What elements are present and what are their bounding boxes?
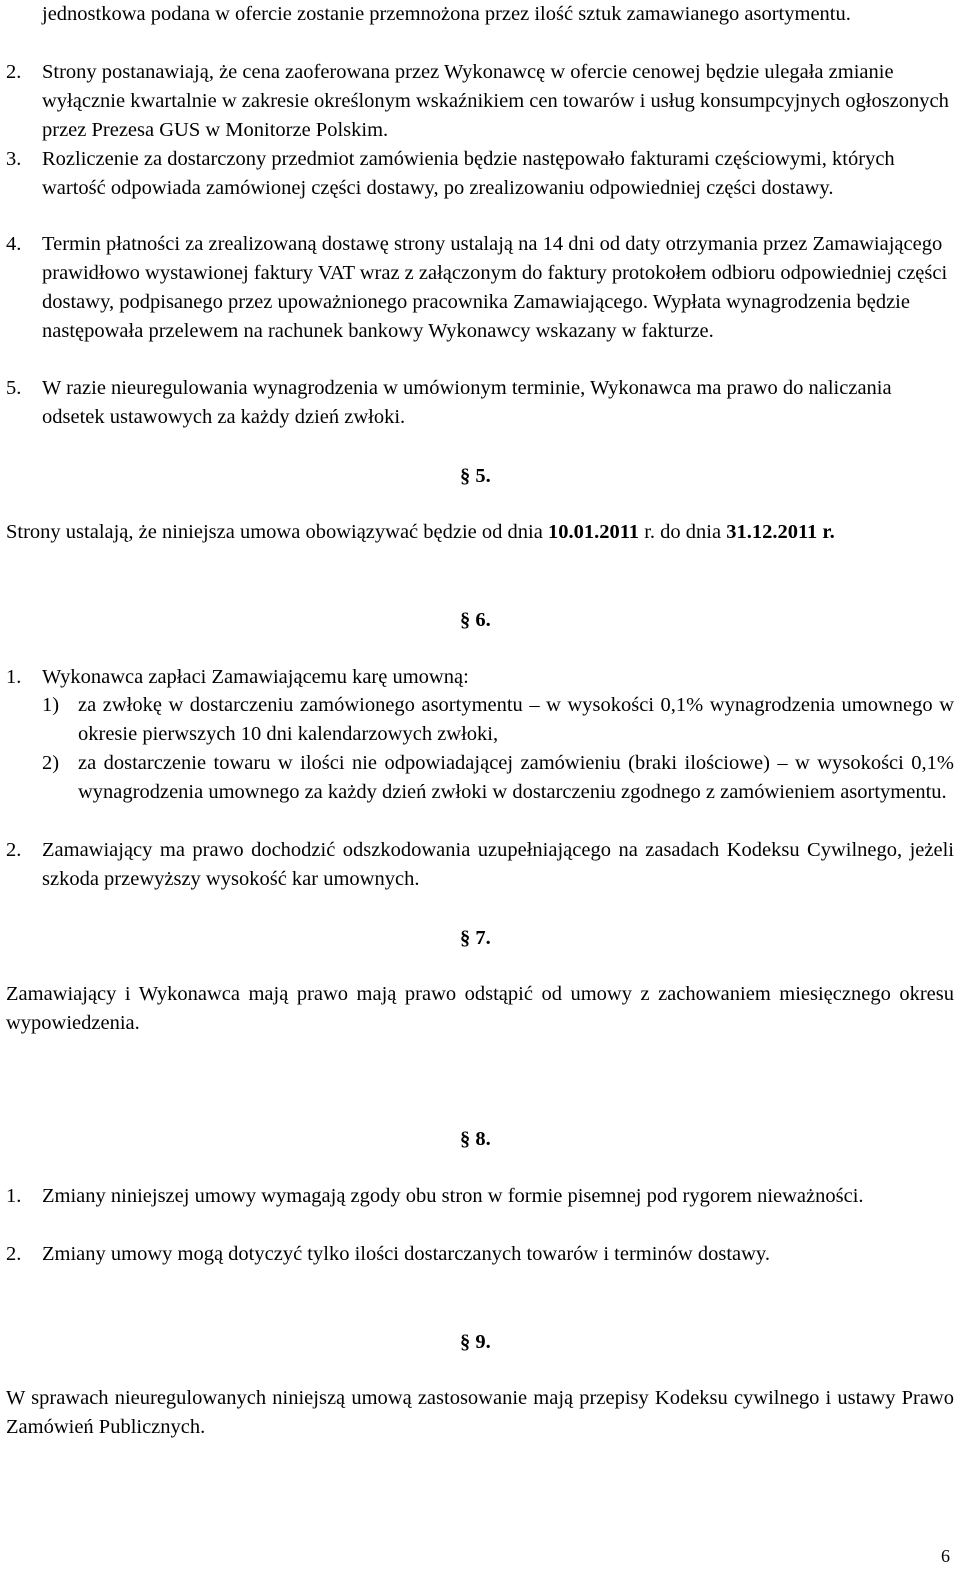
section-7-text: Zamawiający i Wykonawca mają prawo mają prawo odstąpić od umowy z zachowaniem miesięcznego okresu wypowiedzenia. <box>6 983 954 1034</box>
sub-item-text: za zwłokę w dostarczeniu zamówionego asortymentu – w wysokości 0,1% wynagrodzenia umownego w okresie pierwszych 10 dni kalendarzowych zwłoki, <box>78 694 954 745</box>
s5-text-mid: r. do dnia <box>639 521 727 543</box>
item-text: Wykonawca zapłaci Zamawiającemu karę umowną: <box>42 666 469 688</box>
item-text: Termin płatności za zrealizowaną dostawę strony ustalają na 14 dni od daty otrzymania przez Zamawiającego prawidłowo wystawionej faktury VAT wraz z załączonym do faktury protokołem odbioru odpowiedniej części dostawy, podpisanego przez upoważnionego pracownika Zamawiającego. Wypłata wynagrodzenia będzie następowała przelewem na rachunek bankowy Wykonawcy wskazany w fakturze. <box>42 233 948 342</box>
sub-item-text: za dostarczenie towaru w ilości nie odpowiadającej zamówieniu (braki ilościowe) – w wysokości 0,1% wynagrodzenia umownego za każdy dzień zwłoki w dostarczeniu zgodnego z zamówieniem asortymentu. <box>78 752 954 803</box>
list-item <box>6 374 954 432</box>
section-heading-6: § 6. <box>460 609 491 631</box>
item-number: 5. <box>6 377 22 399</box>
item-number: 2. <box>6 61 22 83</box>
list-item <box>6 1240 954 1269</box>
item-number: 1. <box>6 1185 22 1207</box>
s5-date-from: 10.01.2011 <box>547 521 640 543</box>
s5-text-before: Strony ustalają, że niniejsza umowa obowiązywać będzie od dnia <box>6 521 548 543</box>
list-item <box>6 230 954 346</box>
list-item <box>6 663 954 692</box>
section-5-text <box>6 518 954 547</box>
section-heading-8: § 8. <box>460 1128 491 1150</box>
sub-item-number: 1) <box>42 694 60 716</box>
section-heading-9: § 9. <box>460 1331 491 1353</box>
item-text: Zmiany niniejszej umowy wymagają zgody obu stron w formie pisemnej pod rygorem nieważności. <box>42 1185 864 1207</box>
item-number: 2. <box>6 839 22 861</box>
item-text: W razie nieuregulowania wynagrodzenia w umówionym terminie, Wykonawca ma prawo do naliczania odsetek ustawowych za każdy dzień zwłoki. <box>42 377 892 428</box>
list-item <box>6 1182 954 1211</box>
section-9-text: W sprawach nieuregulowanych niniejszą umową zastosowanie mają przepisy Kodeksu cywilnego i ustawy Prawo Zamówień Publicznych. <box>6 1387 954 1438</box>
section-heading-7: § 7. <box>460 927 491 949</box>
item-number: 1. <box>6 666 22 688</box>
item-text: Zmiany umowy mogą dotyczyć tylko ilości dostarczanych towarów i terminów dostawy. <box>42 1243 770 1265</box>
list-item <box>6 145 954 203</box>
section-heading-5: § 5. <box>460 465 491 487</box>
list-item <box>6 58 954 145</box>
item-text: Rozliczenie za dostarczony przedmiot zamówienia będzie następowało fakturami częściowymi, których wartość odpowiada zamówionej części dostawy, po zrealizowaniu odpowiedniej części dostawy. <box>42 148 895 199</box>
s5-date-to: 31.12.2011 r. <box>726 521 835 543</box>
continuation-text: jednostkowa podana w ofercie zostanie przemnożona przez ilość sztuk zamawianego asortymentu. <box>42 3 851 25</box>
item-number: 4. <box>6 233 22 255</box>
list-item <box>6 836 954 894</box>
page-number: 6 <box>941 1546 950 1566</box>
sub-item <box>42 691 954 749</box>
item-number: 3. <box>6 148 22 170</box>
item-number: 2. <box>6 1243 22 1265</box>
item-text: Strony postanawiają, że cena zaoferowana przez Wykonawcę w ofercie cenowej będzie ulegała zmianie wyłącznie kwartalnie w zakresie określonym wskaźnikiem cen towarów i usług konsumpcyjnych ogłoszonych przez Prezesa GUS w Monitorze Polskim. <box>42 61 949 141</box>
sub-item <box>42 749 954 807</box>
sub-item-number: 2) <box>42 752 60 774</box>
item-text: Zamawiający ma prawo dochodzić odszkodowania uzupełniającego na zasadach Kodeksu Cywilnego, jeżeli szkoda przewyższy wysokość kar umownych. <box>42 839 954 890</box>
